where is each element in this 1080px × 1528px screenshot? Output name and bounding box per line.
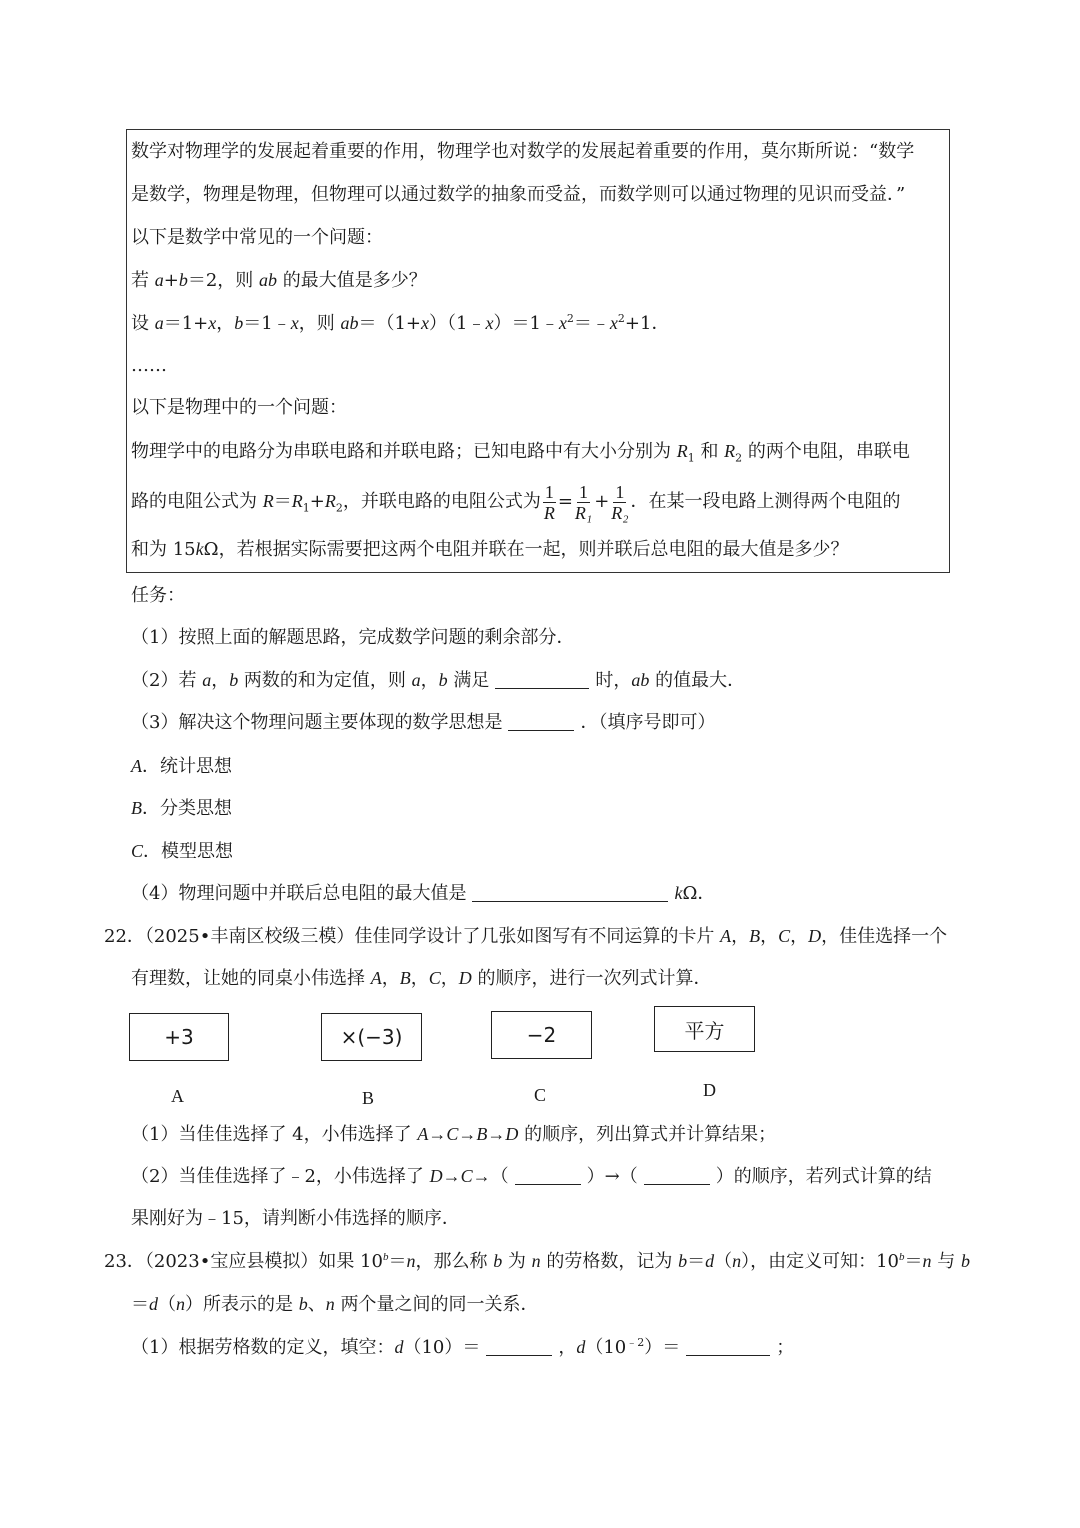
option-c: C．模型思想	[131, 841, 234, 862]
q22-part-2: （2）当佳佳选择了﹣2，小伟选择了 D→C→（ ）→（ ）的顺序，若列式计算的结	[131, 1166, 932, 1187]
card-a-label: A	[171, 1086, 184, 1106]
card-c-label: C	[534, 1085, 547, 1105]
q22-order-blank-1[interactable]	[515, 1166, 581, 1185]
intro-physics-line-1: 物理学中的电路分为串联电路和并联电路；已知电路中有大小分别为 $R_1$ 和 $R_2$ 的两个电阻，串联电	[131, 441, 910, 465]
card-d: 平方	[654, 1006, 755, 1052]
q23-stem-line-2: ＝d（n）所表示的是 b、n 两个量之间的同一关系．	[131, 1294, 539, 1315]
q22-stem-line-2: 有理数，让她的同桌小伟选择 A，B，C，D 的顺序，进行一次列式计算．	[131, 968, 712, 989]
task-3-answer-blank[interactable]	[508, 712, 574, 731]
task-2-answer-blank[interactable]	[495, 670, 589, 689]
option-b: B．分类思想	[131, 798, 232, 819]
card-b: ×(−3)	[321, 1013, 422, 1061]
intro-physics-line-3: 和为 15kΩ，若根据实际需要把这两个电阻并联在一起，则并联后总电阻的最大值是多少？	[131, 539, 849, 560]
intro-math-problem: 若 a+b＝2，则 ab 的最大值是多少？	[131, 270, 427, 291]
intro-line-physics: 以下是物理中的一个问题：	[131, 397, 347, 418]
fraction-1-over-R1: $\frac{1}{\text{R₁}}$	[574, 481, 593, 523]
task-4: （4）物理问题中并联后总电阻的最大值是 kΩ．	[131, 883, 716, 904]
intro-line-3: 以下是数学中常见的一个问题：	[131, 227, 383, 248]
q22-part-1: （1）当佳佳选择了 4，小伟选择了 A→C→B→D 的顺序，列出算式并计算结果；	[131, 1124, 777, 1145]
intro-math-setup: 设 a＝1+x，b＝1﹣x，则 $ab=(1+x)(1﹣x)=1﹣x^2=﹣x^2+1$．	[131, 312, 670, 334]
intro-physics-line-2: 路的电阻公式为 $R=R_1+R_2$，并联电路的电阻公式为 $\frac{1}{R}$ = $\frac{1}{\text{R₁}}$ + $\frac{1}{\text{R₂}}$ ．在某一段电路上测得两个电阻的	[131, 481, 901, 523]
option-a: A．统计思想	[131, 756, 232, 777]
task-2: （2）若 a，b 两数的和为定值，则 a，b 满足 时，ab 的值最大．	[131, 670, 746, 691]
q23-part-1: （1）根据劳格数的定义，填空：d（10）＝ ，$d(10^{﹣2})=$ ；	[131, 1336, 795, 1358]
task-3: （3）解决这个物理问题主要体现的数学思想是 ．（填序号即可）	[131, 712, 716, 733]
q23-blank-1[interactable]	[486, 1337, 552, 1356]
q22-order-blank-2[interactable]	[644, 1166, 710, 1185]
task-1: （1）按照上面的解题思路，完成数学问题的剩余部分．	[131, 627, 575, 648]
intro-line-2: 是数学，物理是物理，但物理可以通过数学的抽象而受益，而数学则可以通过物理的见识而受益．”	[131, 184, 906, 205]
q23-stem-line-1: 23．（2023•宝应县模拟）如果 $10^b=n$，那么称 b 为 n 的劳格数，记为 b＝d（n），由定义可知：$10^b=n$ 与 b	[104, 1251, 970, 1272]
fraction-1-over-R2: $\frac{1}{\text{R₂}}$	[611, 481, 629, 523]
intro-ellipsis: ……	[131, 355, 167, 376]
card-d-label: D	[703, 1080, 716, 1100]
q23-blank-2[interactable]	[686, 1337, 770, 1356]
q22-part-2-cont: 果刚好为﹣15，请判断小伟选择的顺序．	[131, 1208, 460, 1229]
card-c: −2	[491, 1011, 592, 1059]
task-4-answer-blank[interactable]	[472, 883, 668, 902]
task-title: 任务：	[131, 585, 185, 606]
intro-line-1: 数学对物理学的发展起着重要的作用，物理学也对数学的发展起着重要的作用，莫尔斯所说：“数学	[131, 141, 915, 162]
fraction-1-over-R: $\frac{1}{R}$	[543, 481, 555, 523]
card-a: +3	[129, 1013, 229, 1061]
q22-stem-line-1: 22．（2025•丰南区校级三模）佳佳同学设计了几张如图写有不同运算的卡片 A，B，C，D，佳佳选择一个	[104, 926, 948, 947]
card-b-label: B	[362, 1088, 375, 1108]
